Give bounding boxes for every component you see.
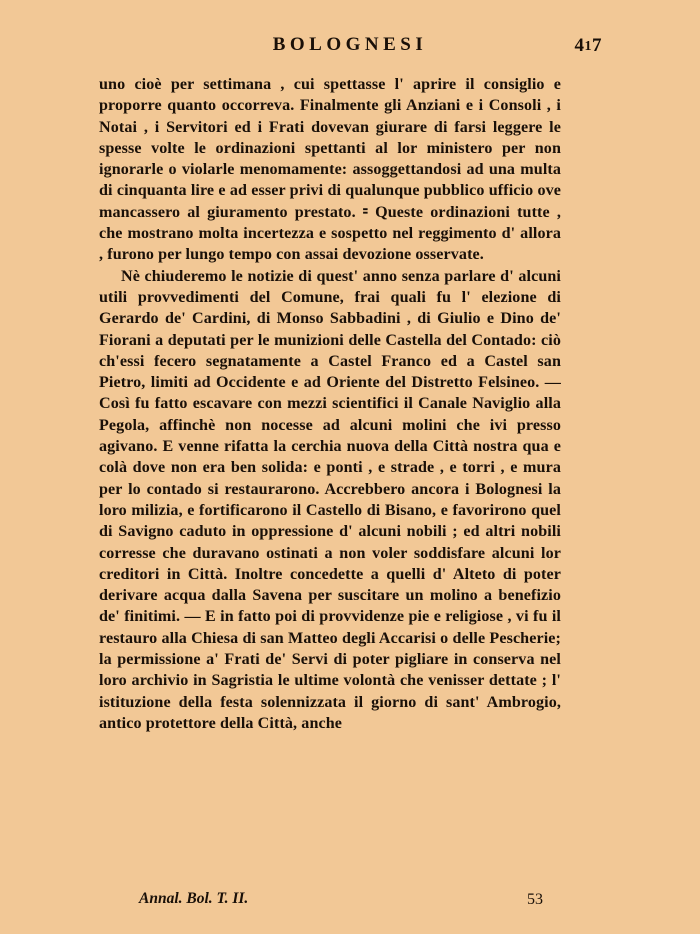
volume-signature: Annal. Bol. T. II. <box>139 890 249 907</box>
folio-rest: 7 <box>592 35 602 56</box>
paragraph: Nè chiuderemo le notizie di quest' anno senza parlare d' alcuni utili provvedimenti del Comune, frai quali fu l' elezione di Gerardo de' Cardini, di Monso Sabbadini , di Giulio e Dino de' Fiorani a deputati per le munizioni delle Castella del Contado: ciò ch'essi fecero segnatamente a Castel Franco ed a Castel san Pietro, limiti ad Occidente e ad Oriente del Distretto Felsineo. — Così fu fatto escavare con mezzi scientifici il Canale Naviglio alla Pegola, affinchè non nocesse ad alcuni molini che ivi presso agivano. E venne rifatta la cerchia nuova della Città nostra qua e colà dove non era ben solida: e ponti , e strade , e torri , e mura per lo contado si restaurarono. Accrebbero ancora i Bolognesi la loro milizia, e fortificarono il Castello di Bisano, e favorirono quel di Savigno caduto in oppressione d' alcuni nobili ; ed altri nobili corresse che duravano ostinati a non voler soddisfare alcuni lor creditori in Città. Inoltre concedette a quelli d' Alteto di poter derivare acqua dalla Savena per suscitare un molino a benefizio de' finitimi. — E in fatto poi di provvidenze pie e religiose , vi fu il restauro alla Chiesa di san Matteo degli Accarisi o delle Pescherie; la permissione a' Frati de' Servi di poter pigliare in conserva nel loro archivio in Sagristia le ultime volontà che venisser dettate ; l' istituzione della festa solennizzata il giorno di sant' Ambrogio, antico protettore della Città, anche <box>99 267 561 732</box>
folio-number <box>575 35 603 57</box>
page-header <box>0 34 700 64</box>
body-text <box>99 74 561 734</box>
running-title: BOLOGNESI <box>272 34 428 55</box>
signature-number: 53 <box>527 891 543 908</box>
paragraph: uno cioè per settimana , cui spettasse l' aprire il consiglio e proporre quanto occorreva. Finalmente gli Anziani e i Consoli , i Notai , i Servitori ed i Frati dovevan giurare di farsi leggere le spesse volte le ordinazioni spettanti al lor ministero per non ignorarle o violarle menomamente: assoggettandosi ad una multa di cinquanta lire e ad esser privi di qualunque pubblico ufficio ove mancassero al giuramento prestato. ⹀ Queste ordinazioni tutte , che mostrano molta incertezza e sospetto nel reggimento d' allora , furono per lungo tempo con assai devozione osservate. <box>99 76 561 264</box>
page-footer <box>99 890 561 912</box>
folio-main: 4 <box>574 35 585 56</box>
folio-small: 1 <box>584 39 592 54</box>
